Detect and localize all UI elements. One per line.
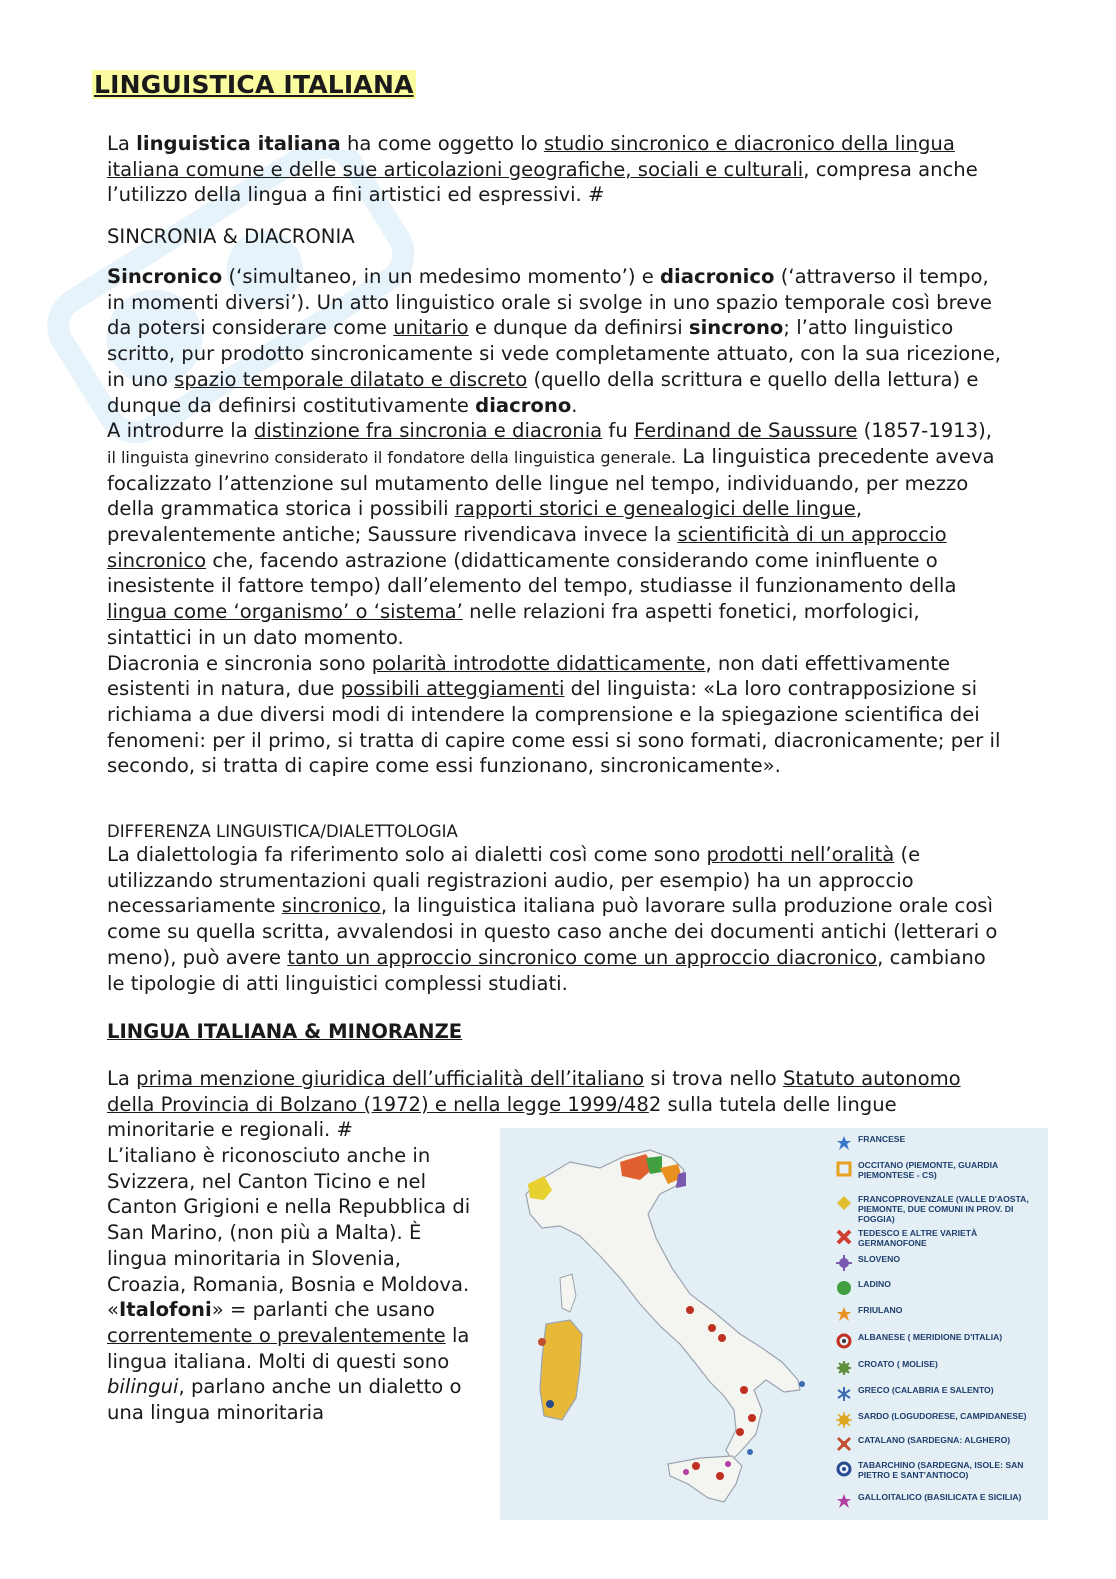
legend-item: GRECO (CALABRIA E SALENTO) — [836, 1385, 1048, 1402]
cross-icon — [836, 1229, 852, 1245]
legend-item: FRANCOPROVENZALE (VALLE D'AOSTA, PIEMONTE, DUE COMUNI IN PROV. DI FOGGIA) — [836, 1194, 1048, 1224]
legend-item: TABARCHINO (SARDEGNA, ISOLE: SAN PIETRO E SANT'ANTIOCO) — [836, 1460, 1048, 1480]
ring-icon — [836, 1333, 852, 1349]
diamond-icon — [836, 1195, 852, 1211]
section-dialettologia-body: La dialettologia fa riferimento solo ai dialetti così come sono prodotti nell’oralità (e utilizzando strumentazioni quali registrazioni audio, per esempio) ha un approccio necessariamente sincronico, la linguistica italiana può lavorare sulla produzione orale così come su quella scritta, avvalendosi in questo caso anche dei documenti antichi (letterari o meno), può avere tanto un approccio sincronico come un approccio diacronico, cambiano le tipologie di atti linguistici complessi studiati. — [107, 843, 998, 995]
paragraph-polarita: Diacronia e sincronia sono polarità introdotte didatticamente, non dati effettivamente esistenti in natura, due possibili atteggiamenti del linguista: «La loro contrapposizione si richiama a due diversi modi di intendere la comprensione e la spiegazione scientifica dei fenomeni: per il primo, si tratta di capire come essi si sono formati, diacronicamente; per il secondo, si tratta di capire come essi funzionano, sincronicamente». — [107, 651, 1001, 778]
paragraph-saussure: A introdurre la distinzione fra sincronia e diacronia fu Ferdinand de Saussure (1857-1913), il linguista ginevrino considerato il fondatore della linguistica generale. La linguistica precedente aveva focalizzato l’attenzione sul mutamento delle lingue nel tempo, individuando, per mezzo della grammatica storica i possibili rapporti storici e genealogici delle lingue, prevalentemente antiche; Saussure rivendicava invece la scientificità di un approccio sincronico che, facendo astrazione (didatticamente considerando come ininfluente o inesistente il fattore tempo) dall’elemento del tempo, studiasse il funzionamento della lingua come ‘organismo’ o ‘sistema’ nelle relazioni fra aspetti fonetici, morfologici, sintattici in un dato momento. — [107, 419, 995, 649]
legend-item: TEDESCO E ALTRE VARIETÀ GERMANOFONE — [836, 1228, 1048, 1248]
legend-item: FRIULANO — [836, 1305, 1048, 1322]
map-legend — [830, 1128, 1048, 1520]
circle-icon — [836, 1280, 852, 1296]
legend-item: LADINO — [836, 1279, 1048, 1296]
corsica — [560, 1274, 576, 1312]
starburst-icon — [836, 1255, 852, 1271]
gear-icon — [836, 1360, 852, 1376]
section-sincronia-body — [107, 264, 1007, 779]
legend-item: SARDO (LOGUDORESE, CAMPIDANESE) — [836, 1411, 1048, 1428]
snowflake-icon — [836, 1386, 852, 1402]
star-icon — [836, 1306, 852, 1322]
paragraph-sincronico: Sincronico (‘simultaneo, in un medesimo momento’) e diacronico (‘attraverso il tempo, in momenti diversi’). Un atto linguistico orale si svolge in uno spazio temporale così breve da potersi considerare come unitario e dunque da definirsi sincrono; l’atto linguistico scritto, pur prodotto sincronicamente si vede completamente attuato, con la sua ricezione, in uno spazio temporale dilatato e discreto (quello della scrittura e quello della lettura) e dunque da definirsi costitutivamente diacrono. — [107, 265, 1001, 417]
cross-icon — [836, 1436, 852, 1452]
paragraph-menzione-giuridica: La prima menzione giuridica dell’ufficialità dell’italiano si trova nello Statuto autonomo della Provincia di Bolzano (1972) e nella legge 1999/482 sulla tutela delle lingue minoritarie e regionali. # — [107, 1067, 961, 1142]
legend-item: CROATO ( MOLISE) — [836, 1359, 1048, 1376]
section-heading-sincronia: SINCRONIA & DIACRONIA — [107, 225, 355, 248]
legend-item: FRANCESE — [836, 1134, 1048, 1151]
square-icon — [836, 1161, 852, 1177]
legend-item: GALLOITALICO (BASILICATA E SICILIA) — [836, 1492, 1048, 1509]
paragraph-riconoscimento: L’italiano è riconosciuto anche in Svizzera, nel Canton Ticino e nel Canton Grigioni e nella Repubblica di San Marino, (non più a Malta). È lingua minoritaria in Slovenia, Croazia, Romania, Bosnia e Moldova. — [107, 1144, 471, 1296]
legend-item: CATALANO (SARDEGNA: ALGHERO) — [836, 1435, 1048, 1452]
minority-languages-map — [500, 1128, 1048, 1520]
paragraph-italofoni — [107, 1143, 482, 1426]
section-heading-minoranze: LINGUA ITALIANA & MINORANZE — [107, 1020, 463, 1043]
section-heading-dialettologia: DIFFERENZA LINGUISTICA/DIALETTOLOGIA — [107, 822, 458, 841]
legend-item: ALBANESE ( MERIDIONE D'ITALIA) — [836, 1332, 1048, 1349]
legend-item: SLOVENO — [836, 1254, 1048, 1271]
star-icon — [836, 1493, 852, 1509]
legend-item: OCCITANO (PIEMONTE, GUARDIA PIEMONTESE - CS) — [836, 1160, 1048, 1180]
ring-icon — [836, 1461, 852, 1477]
intro-paragraph: La linguistica italiana ha come oggetto lo studio sincronico e diacronico della lingua italiana comune e delle sue articolazioni geografiche, sociali e culturali, compresa anche l’utilizzo della lingua a fini artistici ed espressivi. # — [107, 132, 978, 207]
page-title: LINGUISTICA ITALIANA — [94, 70, 414, 99]
italy-map-graphic — [500, 1128, 830, 1520]
star-icon — [836, 1135, 852, 1151]
paragraph-italofoni-def: «Italofoni» = parlanti che usano correntemente o prevalentemente la lingua italiana. Molti di questi sono bilingui, parlano anche un dialetto o una lingua minoritaria — [107, 1298, 470, 1425]
starburst-icon — [836, 1412, 852, 1428]
sicily — [668, 1456, 742, 1502]
